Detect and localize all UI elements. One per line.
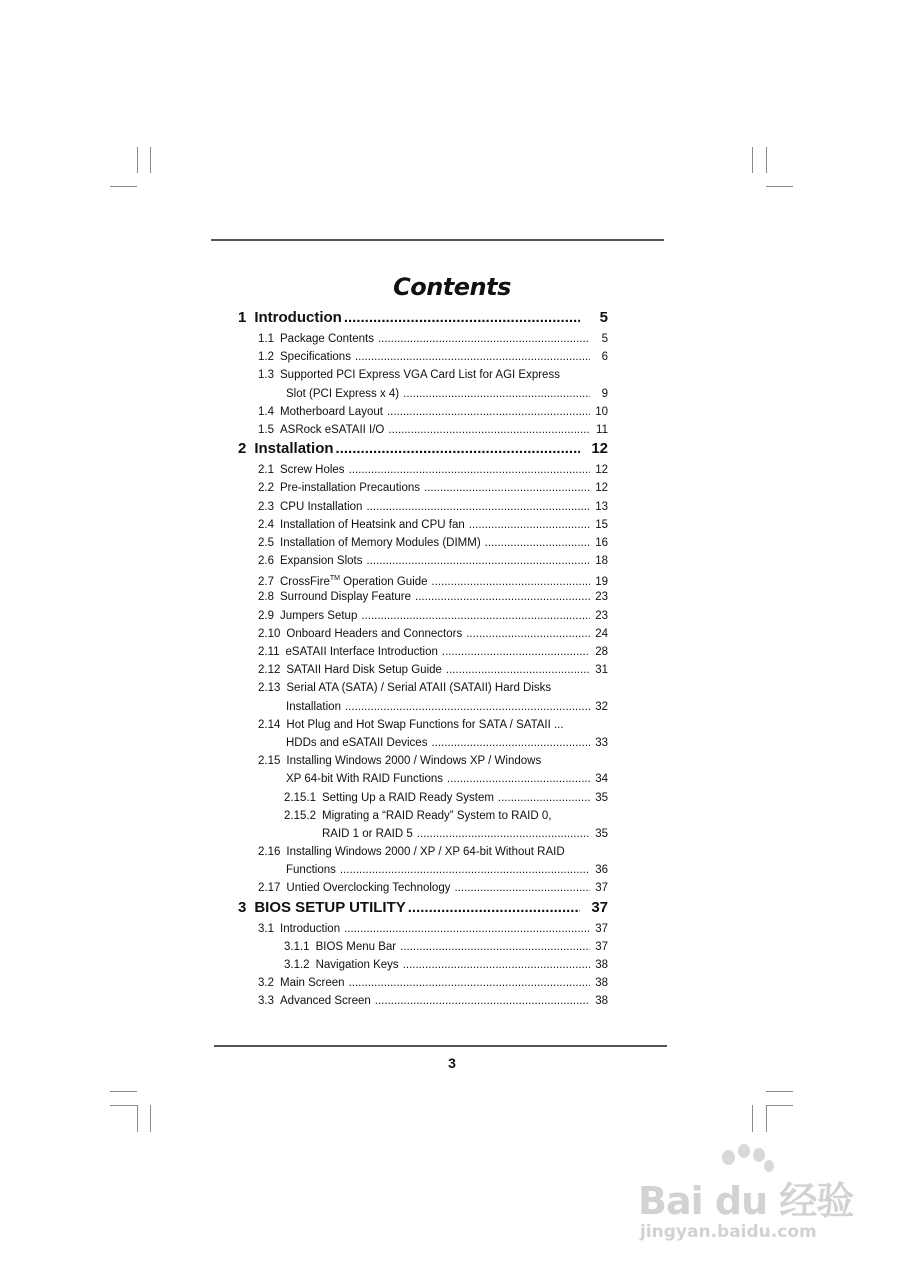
dot-leader — [344, 921, 590, 937]
toc-entry — [238, 626, 608, 644]
dot-leader — [424, 480, 590, 496]
toc-entry-number: 2.12 — [258, 664, 281, 677]
dot-leader — [498, 790, 590, 806]
toc-page-number: 12 — [591, 440, 608, 458]
toc-entry-number: 2.15 — [258, 755, 281, 768]
paw-icon — [722, 1150, 735, 1165]
toc-entry-text: Installation — [254, 440, 334, 458]
toc-entry-number: 2.3 — [258, 500, 274, 513]
toc-entry — [238, 680, 608, 698]
page-number: 3 — [448, 1055, 456, 1071]
toc-entry-text: Supported PCI Express VGA Card List for AGI Express — [280, 369, 560, 382]
dot-leader — [403, 957, 590, 973]
toc-entry — [238, 644, 608, 662]
toc-entry-title — [258, 717, 566, 733]
toc-entry-title — [258, 993, 373, 1009]
toc-entry-text: Motherboard Layout — [280, 405, 383, 418]
toc-entry-number: 3 — [238, 898, 247, 916]
toc-entry-text: Pre-installation Precautions — [280, 482, 420, 495]
toc-entry-number: 2.13 — [258, 682, 281, 695]
toc-entry — [238, 957, 608, 975]
toc-entry-number: 2.17 — [258, 882, 281, 895]
toc-entry — [238, 826, 608, 844]
toc-entry-title — [258, 404, 385, 420]
crop-mark — [150, 1105, 151, 1132]
toc-entry — [238, 735, 608, 753]
toc-page-number: 11 — [596, 423, 608, 436]
toc-entry-title — [238, 899, 406, 917]
toc-entry — [238, 535, 608, 553]
toc-entry-number: 2.9 — [258, 609, 274, 622]
toc-page-number: 33 — [595, 736, 608, 749]
toc-entry-number: 2 — [238, 440, 247, 458]
toc-entry-title — [258, 921, 342, 937]
toc-entry — [238, 553, 608, 571]
toc-entry-text: Installation — [286, 700, 341, 713]
toc-entry — [238, 349, 608, 367]
dot-leader — [366, 499, 590, 515]
dot-leader — [345, 699, 590, 715]
toc-entry-number: 2.14 — [258, 718, 281, 731]
toc-page-number: 37 — [595, 940, 608, 953]
crop-mark — [766, 186, 793, 187]
toc-page-number: 16 — [595, 536, 608, 549]
footer-rule — [214, 1045, 667, 1047]
toc-entry — [238, 422, 608, 440]
toc-page-number: 12 — [595, 464, 608, 477]
crop-mark — [110, 186, 137, 187]
toc-entry-number: 1.4 — [258, 405, 274, 418]
toc-entry-title — [258, 422, 386, 438]
toc-page-number: 23 — [595, 609, 608, 622]
toc-entry-number: 2.4 — [258, 518, 274, 531]
toc-page-number: 37 — [595, 922, 608, 935]
crop-mark — [766, 1105, 767, 1132]
toc-entry — [238, 309, 608, 331]
toc-page-number: 9 — [601, 387, 608, 400]
toc-entry-text: ASRock eSATAII I/O — [280, 423, 385, 436]
toc-entry-number: 3.1.2 — [284, 959, 310, 971]
toc-entry-text: CrossFire — [280, 576, 330, 589]
dot-leader — [454, 880, 590, 896]
toc-entry-text: Slot (PCI Express x 4) — [286, 387, 400, 400]
dot-leader — [466, 626, 590, 642]
toc-entry-title — [258, 517, 467, 533]
toc-entry-number: 2.2 — [258, 482, 274, 495]
toc-page-number: 12 — [595, 482, 608, 495]
toc-page-number: 35 — [595, 827, 608, 840]
page-title: Contents — [393, 273, 511, 301]
toc-page-number: 38 — [595, 959, 608, 971]
toc-entry-title — [258, 480, 422, 496]
toc-page-number: 24 — [595, 627, 608, 640]
toc-entry-title — [258, 462, 347, 478]
crop-mark — [766, 1105, 793, 1106]
toc-page-number: 18 — [595, 555, 608, 568]
toc-page-number: 23 — [595, 591, 608, 604]
crop-mark — [137, 147, 138, 173]
toc-entry-text: RAID 1 or RAID 5 — [322, 827, 413, 840]
toc-entry-number: 2.1 — [258, 464, 274, 477]
toc-entry-number: 1.1 — [258, 333, 274, 345]
toc-entry-number: 2.7 — [258, 576, 274, 589]
dot-leader — [417, 826, 590, 842]
toc-entry-text: Installing Windows 2000 / XP / XP 64-bit Without RAID — [286, 846, 565, 859]
toc-entry — [238, 880, 608, 898]
toc-entry-text: BIOS SETUP UTILITY — [254, 898, 406, 916]
toc-entry-text: Introduction — [280, 922, 341, 935]
header-rule — [211, 239, 664, 241]
toc-entry — [238, 862, 608, 880]
toc-entry-number: 2.8 — [258, 591, 274, 604]
toc-entry-number: 1.5 — [258, 423, 274, 436]
toc-page-number: 10 — [595, 405, 608, 418]
dot-leader — [344, 309, 580, 327]
dot-leader — [415, 589, 590, 605]
toc-entry-text: Installation of Heatsink and CPU fan — [280, 518, 465, 531]
toc-entry-title — [258, 535, 483, 551]
toc-entry-number: 2.15.2 — [284, 809, 316, 822]
watermark-brand: Bai du 经验 — [638, 1179, 854, 1223]
toc-entry-text: eSATAII Interface Introduction — [285, 646, 438, 658]
dot-leader — [408, 899, 580, 917]
toc-entry — [238, 975, 608, 993]
toc-page-number: 15 — [595, 518, 608, 531]
toc-entry-text: Surround Display Feature — [280, 591, 412, 604]
toc-entry-title — [322, 826, 415, 842]
toc-entry-text: CPU Installation — [280, 500, 363, 513]
toc-entry-text: SATAII Hard Disk Setup Guide — [286, 664, 442, 677]
toc-entry-title — [286, 735, 429, 751]
toc-entry — [238, 331, 608, 349]
toc-entry-number: 2.11 — [258, 646, 280, 658]
toc-page-number: 13 — [595, 500, 608, 513]
toc-entry-text: HDDs and eSATAII Devices — [286, 736, 428, 749]
toc-entry — [238, 771, 608, 789]
toc-entry-text-suffix: Operation Guide — [339, 576, 428, 589]
toc-entry — [238, 699, 608, 717]
toc-entry-number: 3.1 — [258, 922, 274, 935]
toc-entry-title — [284, 939, 398, 955]
toc-entry — [238, 844, 608, 862]
crop-mark — [752, 147, 753, 173]
toc-entry-number: 3.3 — [258, 995, 274, 1008]
paw-icon — [738, 1144, 750, 1158]
toc-entry-title — [258, 499, 364, 515]
toc-entry-title — [258, 662, 444, 678]
toc-entry — [238, 517, 608, 535]
toc-entry-text: Introduction — [254, 309, 342, 326]
toc-entry-title — [258, 589, 413, 605]
toc-entry-text: BIOS Menu Bar — [315, 940, 397, 953]
toc-entry-text: Navigation Keys — [315, 959, 399, 971]
toc-entry — [238, 662, 608, 680]
toc-entry-number: 3.2 — [258, 977, 274, 990]
toc-entry-text: Hot Plug and Hot Swap Functions for SATA / SATAII ... — [286, 718, 564, 731]
dot-leader — [431, 735, 590, 751]
toc-entry-text: Installing Windows 2000 / Windows XP / Windows — [286, 755, 542, 768]
toc-page-number: 5 — [599, 309, 608, 326]
toc-entry-title — [286, 386, 401, 402]
toc-entry-text: Screw Holes — [280, 464, 345, 477]
dot-leader — [403, 386, 590, 402]
crop-mark — [110, 1091, 137, 1092]
toc-entry-number: 1.2 — [258, 351, 274, 364]
toc-page-number: 34 — [595, 773, 608, 786]
baidu-watermark — [638, 1140, 858, 1250]
crop-mark — [766, 1091, 793, 1092]
toc-entry-number: 3.1.1 — [284, 940, 310, 953]
toc-entry-text: Expansion Slots — [280, 555, 363, 568]
toc-entry-title — [258, 331, 376, 347]
toc-entry-title — [258, 680, 553, 696]
toc-page-number: 37 — [595, 882, 608, 895]
dot-leader — [446, 662, 590, 678]
toc-entry — [238, 717, 608, 735]
dot-leader — [361, 608, 590, 624]
toc-entry-text: Migrating a “RAID Ready” System to RAID 0, — [321, 809, 552, 822]
toc-entry-title — [284, 790, 496, 806]
toc-entry-title — [258, 644, 440, 660]
dot-leader — [432, 574, 590, 590]
trademark-superscript: TM — [329, 575, 340, 583]
dot-leader — [349, 462, 590, 478]
toc-page-number: 35 — [595, 791, 608, 804]
toc-page-number: 6 — [601, 351, 608, 364]
crop-mark — [110, 1105, 137, 1106]
toc-entry-number: 2.16 — [258, 846, 281, 859]
dot-leader — [400, 939, 590, 955]
toc-entry — [238, 499, 608, 517]
toc-page-number: 38 — [595, 995, 608, 1008]
toc-entry-title — [286, 862, 338, 878]
paw-icon — [753, 1148, 765, 1162]
toc-entry — [238, 790, 608, 808]
toc-page-number: 38 — [595, 977, 608, 990]
toc-entry — [238, 608, 608, 626]
toc-entry — [238, 808, 608, 826]
toc-entry — [238, 462, 608, 480]
dot-leader — [336, 440, 580, 458]
toc-entry — [238, 386, 608, 404]
dot-leader — [388, 422, 590, 438]
toc-entry — [238, 571, 608, 589]
toc-entry-title — [258, 753, 543, 769]
dot-leader — [447, 771, 590, 787]
toc-entry — [238, 939, 608, 957]
crop-mark — [137, 1105, 138, 1132]
toc-page-number: 5 — [601, 333, 608, 345]
toc-entry-text: Installation of Memory Modules (DIMM) — [280, 536, 481, 549]
toc-page-number: 32 — [595, 700, 608, 713]
toc-entry-text: Specifications — [280, 351, 351, 364]
toc-entry-text: Jumpers Setup — [280, 609, 358, 622]
toc-entry-title — [258, 626, 464, 642]
toc-entry-text: XP 64-bit With RAID Functions — [286, 773, 444, 786]
toc-entry-number: 1.3 — [258, 369, 274, 382]
toc-entry-number: 2.15.1 — [284, 791, 316, 804]
dot-leader — [387, 404, 590, 420]
toc-entry — [238, 753, 608, 771]
toc-page-number: 28 — [595, 646, 608, 658]
toc-page-number: 36 — [595, 864, 608, 877]
toc-entry-text: Setting Up a RAID Ready System — [321, 791, 494, 804]
toc-entry — [238, 367, 608, 385]
toc-page-number: 19 — [595, 576, 608, 589]
toc-entry — [238, 993, 608, 1011]
dot-leader — [366, 553, 590, 569]
toc-entry-title — [258, 553, 364, 569]
dot-leader — [485, 535, 590, 551]
toc-entry-title — [258, 608, 359, 624]
toc-entry — [238, 921, 608, 939]
toc-entry — [238, 404, 608, 422]
toc-entry-title — [238, 309, 342, 327]
toc-entry-title — [258, 367, 562, 383]
crop-mark — [766, 147, 767, 173]
toc-entry-text: Functions — [286, 864, 336, 877]
toc-page-number: 31 — [595, 664, 608, 677]
crop-mark — [150, 147, 151, 173]
toc-entry-text: Advanced Screen — [280, 995, 371, 1008]
dot-leader — [349, 975, 590, 991]
toc-entry-title — [258, 571, 430, 590]
toc-entry — [238, 440, 608, 462]
dot-leader — [469, 517, 590, 533]
toc-entry-title — [258, 975, 347, 991]
dot-leader — [355, 349, 590, 365]
toc-entry-text: Package Contents — [280, 333, 374, 345]
toc-entry-text: Serial ATA (SATA) / Serial ATAII (SATAII) Hard Disks — [286, 682, 552, 695]
toc-entry-title — [258, 844, 567, 860]
toc-entry — [238, 899, 608, 921]
toc-entry-number: 2.6 — [258, 555, 274, 568]
toc-entry-text: Main Screen — [280, 977, 345, 990]
dot-leader — [378, 331, 590, 347]
toc-entry-title — [284, 808, 553, 824]
toc-entry-title — [258, 880, 452, 896]
toc-page-number: 37 — [591, 898, 608, 916]
toc-entry-text: Onboard Headers and Connectors — [286, 627, 463, 640]
dot-leader — [340, 862, 590, 878]
toc-entry-title — [286, 771, 445, 787]
toc-entry-title — [286, 699, 343, 715]
toc-entry-number: 1 — [238, 309, 247, 326]
toc-entry-text: Untied Overclocking Technology — [286, 882, 451, 895]
table-of-contents — [238, 309, 608, 1012]
dot-leader — [442, 644, 590, 660]
toc-entry-number: 2.10 — [258, 627, 281, 640]
toc-entry-title — [284, 957, 401, 973]
toc-entry-title — [238, 440, 334, 458]
toc-entry — [238, 480, 608, 498]
toc-entry — [238, 589, 608, 607]
watermark-url: jingyan.baidu.com — [640, 1222, 817, 1242]
toc-entry-number: 2.5 — [258, 536, 274, 549]
dot-leader — [375, 993, 590, 1009]
toc-entry-title — [258, 349, 353, 365]
crop-mark — [752, 1105, 753, 1132]
